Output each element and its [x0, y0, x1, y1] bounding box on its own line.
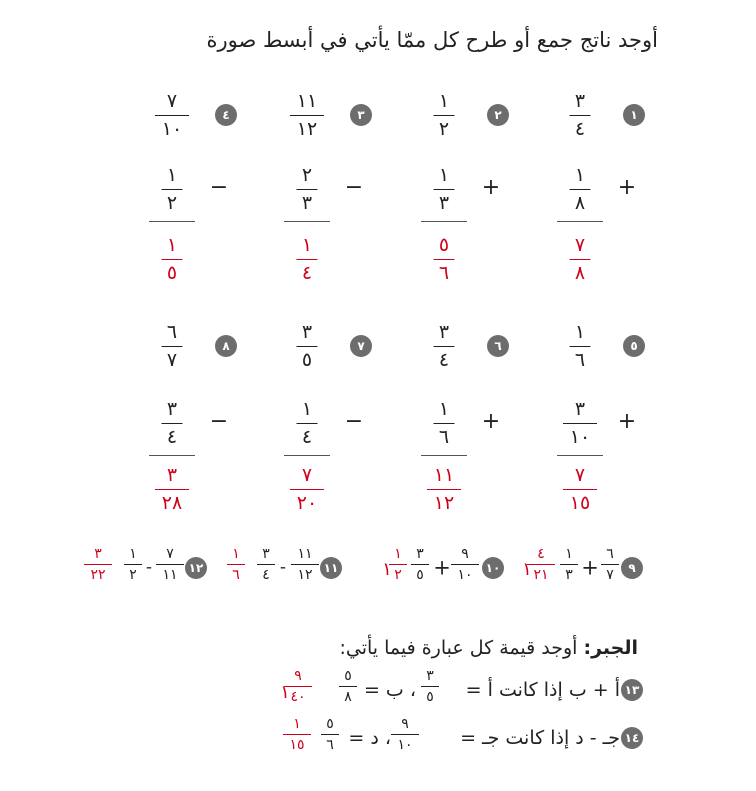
algebra-heading	[339, 637, 638, 659]
fraction-bar	[563, 489, 597, 490]
operator: −	[209, 175, 229, 200]
numerator: ٣	[574, 90, 586, 112]
bottom-fraction	[434, 166, 455, 213]
fraction-bar	[427, 489, 461, 490]
bottom-fraction	[563, 400, 597, 447]
first-fraction	[156, 547, 184, 582]
denominator: ٧	[606, 567, 614, 583]
answer-line	[421, 221, 467, 222]
fraction-bar	[391, 734, 419, 735]
operator: −	[344, 409, 364, 434]
answer-fraction	[570, 236, 591, 283]
algebra-label: الجبر:	[583, 637, 638, 659]
first-fraction	[291, 547, 319, 582]
answer-line	[149, 221, 195, 222]
numerator: ١	[232, 546, 240, 562]
denominator: ٣	[301, 192, 313, 214]
expression-separator: ، ب =	[363, 679, 416, 701]
fraction-bar	[84, 564, 112, 565]
denominator: ٤	[438, 349, 450, 371]
numerator: ٩	[461, 546, 469, 562]
bottom-fraction	[434, 400, 455, 447]
operator: +	[617, 409, 637, 434]
answer-line	[284, 221, 330, 222]
problem-number-badge: ٦	[487, 335, 509, 357]
denominator: ٨	[344, 689, 352, 705]
denominator: ٦	[438, 426, 450, 448]
answer-fraction	[84, 547, 112, 582]
operator: +	[617, 175, 637, 200]
fraction-bar	[284, 686, 312, 687]
denominator: ٦	[232, 567, 240, 583]
problem-number-badge: ٣	[350, 104, 372, 126]
answer-whole-part: ١	[280, 682, 290, 703]
problem-number-badge: ١	[623, 104, 645, 126]
given-fraction-2	[339, 669, 357, 704]
operator: +	[433, 555, 451, 580]
answer-line	[557, 455, 603, 456]
denominator: ٥	[416, 567, 424, 583]
denominator: ١٢	[297, 567, 313, 583]
numerator: ١١	[296, 90, 318, 112]
denominator: ١٢	[296, 118, 318, 140]
numerator: ٥	[326, 716, 334, 732]
numerator: ٢	[301, 164, 313, 186]
answer-fraction	[284, 669, 312, 704]
fraction-bar	[162, 346, 183, 347]
problem-number-badge: ٩	[621, 557, 643, 579]
numerator: ١	[438, 398, 450, 420]
fraction-bar	[389, 564, 407, 565]
denominator: ٦	[574, 349, 586, 371]
fraction-bar	[283, 734, 311, 735]
top-fraction	[162, 323, 183, 370]
answer-fraction	[290, 466, 324, 513]
bottom-fraction	[162, 166, 183, 213]
algebra-expression: جـ - د إذا كانت جـ =	[460, 727, 620, 749]
given-fraction-2	[321, 717, 339, 752]
fraction-bar	[297, 189, 318, 190]
fraction-bar	[297, 259, 318, 260]
numerator: ٥	[438, 234, 450, 256]
fraction-bar	[339, 686, 357, 687]
denominator: ١٠	[569, 426, 591, 448]
numerator: ٣	[166, 464, 178, 486]
denominator: ٣	[438, 192, 450, 214]
numerator: ٣	[262, 546, 270, 562]
denominator: ١٥	[569, 492, 591, 514]
second-fraction	[257, 547, 275, 582]
fraction-bar	[290, 115, 324, 116]
algebra-instruction: أوجد قيمة كل عبارة فيما يأتي:	[339, 637, 578, 659]
fraction-bar	[570, 115, 591, 116]
fraction-bar	[155, 489, 189, 490]
denominator: ١٥	[289, 737, 305, 753]
second-fraction	[411, 547, 429, 582]
fraction-bar	[411, 564, 429, 565]
problem-number-badge: ١٣	[621, 679, 643, 701]
problem-number-badge: ٥	[623, 335, 645, 357]
denominator: ٦	[438, 262, 450, 284]
answer-fraction	[297, 236, 318, 283]
bottom-fraction	[570, 166, 591, 213]
answer-line	[149, 455, 195, 456]
fraction-bar	[434, 423, 455, 424]
numerator: ١١	[433, 464, 455, 486]
fraction-bar	[227, 564, 245, 565]
denominator: ٦	[326, 737, 334, 753]
numerator: ٩	[401, 716, 409, 732]
denominator: ٤	[301, 426, 313, 448]
answer-fraction	[227, 547, 245, 582]
fraction-bar	[297, 346, 318, 347]
fraction-bar	[570, 346, 591, 347]
fraction-bar	[434, 189, 455, 190]
numerator: ٦	[166, 321, 178, 343]
numerator: ٧	[301, 464, 313, 486]
fraction-bar	[124, 564, 142, 565]
numerator: ١	[129, 546, 137, 562]
operator: -	[145, 557, 153, 578]
operator: +	[481, 409, 501, 434]
numerator: ١	[574, 164, 586, 186]
denominator: ١٠	[457, 567, 473, 583]
bottom-fraction	[297, 166, 318, 213]
numerator: ١	[438, 164, 450, 186]
numerator: ١	[166, 234, 178, 256]
numerator: ٣	[438, 321, 450, 343]
fraction-bar	[156, 564, 184, 565]
numerator: ٣	[94, 546, 102, 562]
numerator: ٣	[574, 398, 586, 420]
numerator: ٣	[426, 668, 434, 684]
numerator: ١	[293, 716, 301, 732]
problem-number-badge: ١٤	[621, 727, 643, 749]
top-fraction	[290, 92, 324, 139]
exercise-title: أوجد ناتج جمع أو طرح كل ممّا يأتي في أبسط صورة	[206, 28, 658, 52]
answer-fraction	[283, 717, 311, 752]
fraction-bar	[451, 564, 479, 565]
second-fraction	[560, 547, 578, 582]
denominator: ٢	[394, 567, 402, 583]
numerator: ٥	[344, 668, 352, 684]
top-fraction	[434, 92, 455, 139]
denominator: ٤	[301, 262, 313, 284]
operator: +	[481, 175, 501, 200]
answer-line	[557, 221, 603, 222]
problem-number-badge: ٤	[215, 104, 237, 126]
fraction-bar	[434, 115, 455, 116]
numerator: ٣	[166, 398, 178, 420]
denominator: ٨	[574, 192, 586, 214]
answer-fraction	[527, 547, 555, 582]
numerator: ١	[166, 164, 178, 186]
expression-separator: ، د =	[348, 727, 391, 749]
denominator: ٢٨	[161, 492, 183, 514]
numerator: ٤	[537, 546, 545, 562]
fraction-bar	[434, 259, 455, 260]
numerator: ١	[301, 234, 313, 256]
answer-whole-part: ١	[382, 559, 392, 580]
bottom-fraction	[162, 400, 183, 447]
first-fraction	[451, 547, 479, 582]
answer-fraction	[563, 466, 597, 513]
fraction-bar	[162, 259, 183, 260]
fraction-bar	[563, 423, 597, 424]
denominator: ٥	[426, 689, 434, 705]
answer-fraction	[434, 236, 455, 283]
algebra-expression: أ + ب إذا كانت أ =	[465, 679, 620, 701]
top-fraction	[297, 323, 318, 370]
denominator: ٢٠	[296, 492, 318, 514]
fraction-bar	[291, 564, 319, 565]
numerator: ١	[301, 398, 313, 420]
numerator: ٣	[416, 546, 424, 562]
top-fraction	[570, 92, 591, 139]
answer-fraction	[155, 466, 189, 513]
fraction-bar	[601, 564, 619, 565]
fraction-bar	[290, 489, 324, 490]
answer-fraction	[162, 236, 183, 283]
bottom-fraction	[297, 400, 318, 447]
denominator: ١٢	[433, 492, 455, 514]
problem-number-badge: ١٢	[185, 557, 207, 579]
denominator: ٢	[129, 567, 137, 583]
fraction-bar	[257, 564, 275, 565]
problem-number-badge: ٧	[350, 335, 372, 357]
numerator: ١	[394, 546, 402, 562]
answer-line	[421, 455, 467, 456]
denominator: ٢	[166, 192, 178, 214]
numerator: ٧	[574, 234, 586, 256]
answer-fraction	[389, 547, 407, 582]
fraction-bar	[162, 423, 183, 424]
fraction-bar	[527, 564, 555, 565]
fraction-bar	[297, 423, 318, 424]
answer-whole-part: ١	[522, 559, 532, 580]
fraction-bar	[570, 189, 591, 190]
fraction-bar	[155, 115, 189, 116]
numerator: ٣	[301, 321, 313, 343]
denominator: ٧	[166, 349, 178, 371]
denominator: ٢٢	[90, 567, 106, 583]
given-fraction-1	[391, 717, 419, 752]
numerator: ١١	[297, 546, 313, 562]
numerator: ٧	[166, 90, 178, 112]
top-fraction	[570, 323, 591, 370]
denominator: ٥	[301, 349, 313, 371]
operator: -	[279, 557, 287, 578]
numerator: ٧	[574, 464, 586, 486]
denominator: ٢	[438, 118, 450, 140]
second-fraction	[124, 547, 142, 582]
fraction-bar	[560, 564, 578, 565]
fraction-bar	[321, 734, 339, 735]
given-fraction-1	[421, 669, 439, 704]
denominator: ٤	[574, 118, 586, 140]
numerator: ٩	[294, 668, 302, 684]
operator: +	[581, 555, 599, 580]
denominator: ٢١	[533, 567, 549, 583]
fraction-bar	[434, 346, 455, 347]
denominator: ١٠	[397, 737, 413, 753]
answer-line	[284, 455, 330, 456]
fraction-bar	[570, 259, 591, 260]
top-fraction	[434, 323, 455, 370]
denominator: ٥	[166, 262, 178, 284]
operator: −	[344, 175, 364, 200]
numerator: ١	[574, 321, 586, 343]
answer-fraction	[427, 466, 461, 513]
operator: −	[209, 409, 229, 434]
problem-number-badge: ٢	[487, 104, 509, 126]
numerator: ٧	[166, 546, 174, 562]
top-fraction	[155, 92, 189, 139]
numerator: ١	[438, 90, 450, 112]
problem-number-badge: ١٠	[482, 557, 504, 579]
denominator: ٨	[574, 262, 586, 284]
numerator: ٦	[606, 546, 614, 562]
numerator: ١	[565, 546, 573, 562]
fraction-bar	[421, 686, 439, 687]
denominator: ٤	[262, 567, 270, 583]
denominator: ٤٠	[290, 689, 306, 705]
denominator: ٣	[565, 567, 573, 583]
first-fraction	[601, 547, 619, 582]
problem-number-badge: ٨	[215, 335, 237, 357]
denominator: ٤	[166, 426, 178, 448]
denominator: ١١	[162, 567, 178, 583]
fraction-bar	[162, 189, 183, 190]
problem-number-badge: ١١	[320, 557, 342, 579]
denominator: ١٠	[161, 118, 183, 140]
